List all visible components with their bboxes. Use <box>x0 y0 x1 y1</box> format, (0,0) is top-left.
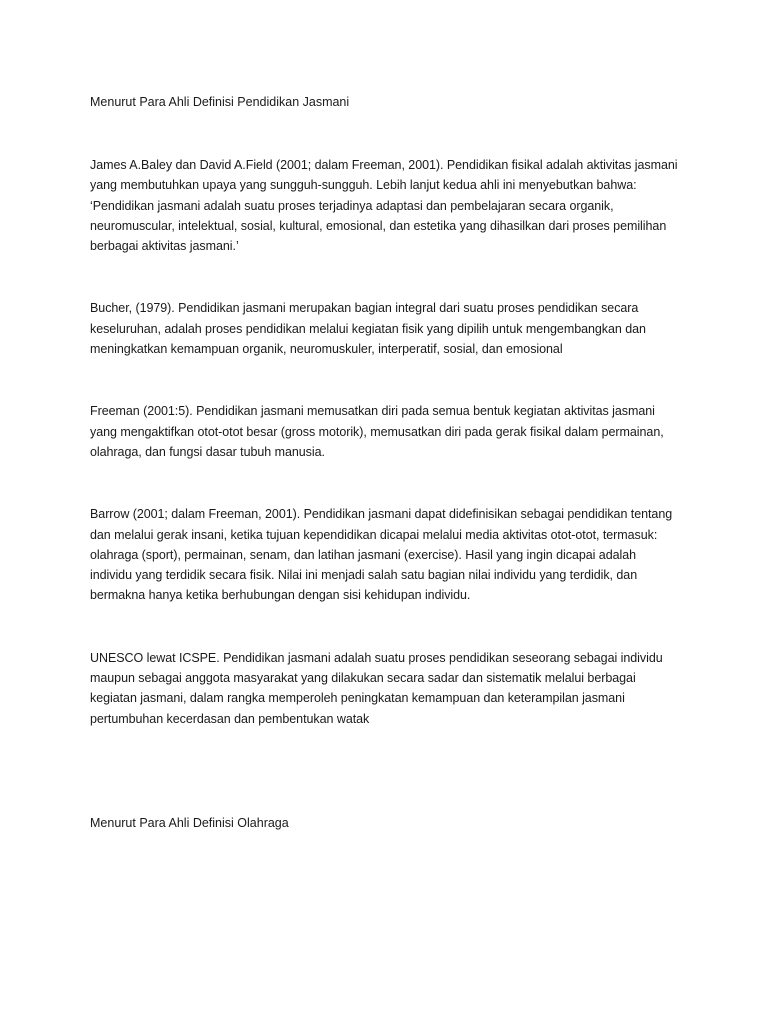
paragraph-freeman: Freeman (2001:5). Pendidikan jasmani memusatkan diri pada semua bentuk kegiatan aktivitas jasmani yang mengaktifkan otot-otot besar (gross motorik), memusatkan diri pada gerak fisikal dalam permainan, olahraga, dan fungsi dasar tubuh manusia. <box>90 404 664 459</box>
section-heading-olahraga: Menurut Para Ahli Definisi Olahraga <box>90 815 289 830</box>
paragraph-barrow: Barrow (2001; dalam Freeman, 2001). Pendidikan jasmani dapat didefinisikan sebagai pendidikan tentang dan melalui gerak insani, ketika tujuan kependidikan dicapai melalui media aktivitas otot-otot, termasuk: olahraga (sport), permainan, senam, dan latihan jasmani (exercise). Hasil yang ingin dicapai adalah individu yang terdidik secara fisik. Nilai ini menjadi salah satu bagian nilai individu yang terdidik, dan bermakna hanya ketika berhubungan dengan sisi kehidupan individu. <box>90 507 673 603</box>
document-body <box>90 92 680 834</box>
paragraph-bucher: Bucher, (1979). Pendidikan jasmani merupakan bagian integral dari suatu proses pendidikan secara keseluruhan, adalah proses pendidikan melalui kegiatan fisik yang dipilih untuk mengembangkan dan meningkatkan kemampuan organik, neuromuskuler, interperatif, sosial, dan emosional <box>90 301 646 357</box>
section-heading-pendidikan-jasmani: Menurut Para Ahli Definisi Pendidikan Jasmani <box>90 95 350 109</box>
paragraph-baley-field: James A.Baley dan David A.Field (2001; dalam Freeman, 2001). Pendidikan fisikal adalah aktivitas jasmani yang membutuhkan upaya yang sungguh-sungguh. Lebih lanjut kedua ahli ini menyebutkan bahwa: ‘Pendidikan jasmani adalah suatu proses terjadinya adaptasi dan pembelajaran secara organik, neuromuscular, intelektual, sosial, kultural, emosional, dan estetika yang dihasilkan dari proses pemilihan berbagai aktivitas jasmani.’ <box>90 158 678 254</box>
paragraph-unesco: UNESCO lewat ICSPE. Pendidikan jasmani adalah suatu proses pendidikan seseorang sebagai individu maupun sebagai anggota masyarakat yang dilakukan secara sadar dan sistematik melalui berbagai kegiatan jasmani, dalam rangka memperoleh peningkatan kemampuan dan keterampilan jasmani pertumbuhan kecerdasan dan pembentukan watak <box>90 650 663 726</box>
